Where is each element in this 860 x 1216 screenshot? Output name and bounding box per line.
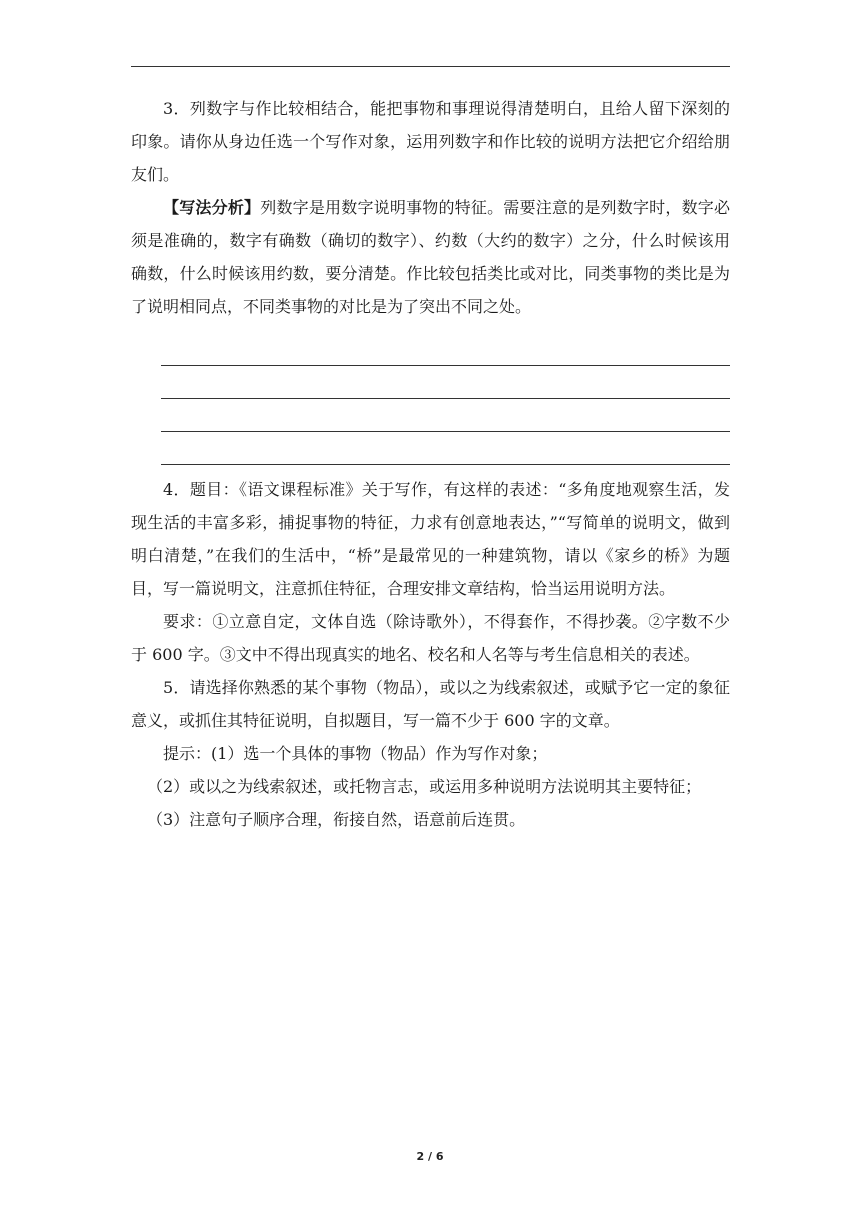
answer-line[interactable] xyxy=(161,399,730,432)
analysis-text: 列数字是用数字说明事物的特征。需要注意的是列数字时，数字必须是准确的，数字有确数（确切的数字）、约数（大约的数字）之分，什么时候该用确数，什么时候该用约数，要分清楚。作比较包括类比或对比，同类事物的类比是为了说明相同点，不同类事物的对比是为了突出不同之处。 xyxy=(131,198,730,316)
question-5-hint-2: （2）或以之为线索叙述，或托物言志，或运用多种说明方法说明其主要特征； xyxy=(147,777,702,796)
header-rule xyxy=(131,66,730,67)
page-content xyxy=(131,92,730,836)
question-4-requirements: 要求：①立意自定，文体自选（除诗歌外），不得套作，不得抄袭。②字数不少于 600 字。③文中不得出现真实的地名、校名和人名等与考生信息相关的表述。 xyxy=(131,612,730,664)
answer-line[interactable] xyxy=(161,333,730,366)
answer-line[interactable] xyxy=(161,366,730,399)
question-5-prompt: 5．请选择你熟悉的某个事物（物品），或以之为线索叙述，或赋予它一定的象征意义，或抓住其特征说明，自拟题目，写一篇不少于 600 字的文章。 xyxy=(131,678,730,730)
answer-line[interactable] xyxy=(161,432,730,465)
page-number: 2 / 6 xyxy=(416,1150,444,1163)
question-4-prompt: 4．题目：《语文课程标准》关于写作，有这样的表述：“多角度地观察生活，发现生活的丰富多彩，捕捉事物的特征，力求有创意地表达，”“写简单的说明文，做到明白清楚，”在我们的生活中，“桥”是最常见的一种建筑物，请以《家乡的桥》为题目，写一篇说明文，注意抓住特征，合理安排文章结构，恰当运用说明方法。 xyxy=(131,480,730,598)
analysis-label: 【写法分析】 xyxy=(163,198,261,217)
question-5-hint-1: 提示：(1）选一个具体的事物（物品）作为写作对象； xyxy=(163,744,548,763)
question-3-analysis xyxy=(131,191,730,323)
question-3-prompt: 3．列数字与作比较相结合，能把事物和事理说得清楚明白，且给人留下深刻的印象。请你从身边任选一个写作对象，运用列数字和作比较的说明方法把它介绍给朋友们。 xyxy=(131,99,730,184)
answer-lines[interactable] xyxy=(161,333,730,465)
question-5-hint-3: （3）注意句子顺序合理，衔接自然，语意前后连贯。 xyxy=(147,810,526,829)
